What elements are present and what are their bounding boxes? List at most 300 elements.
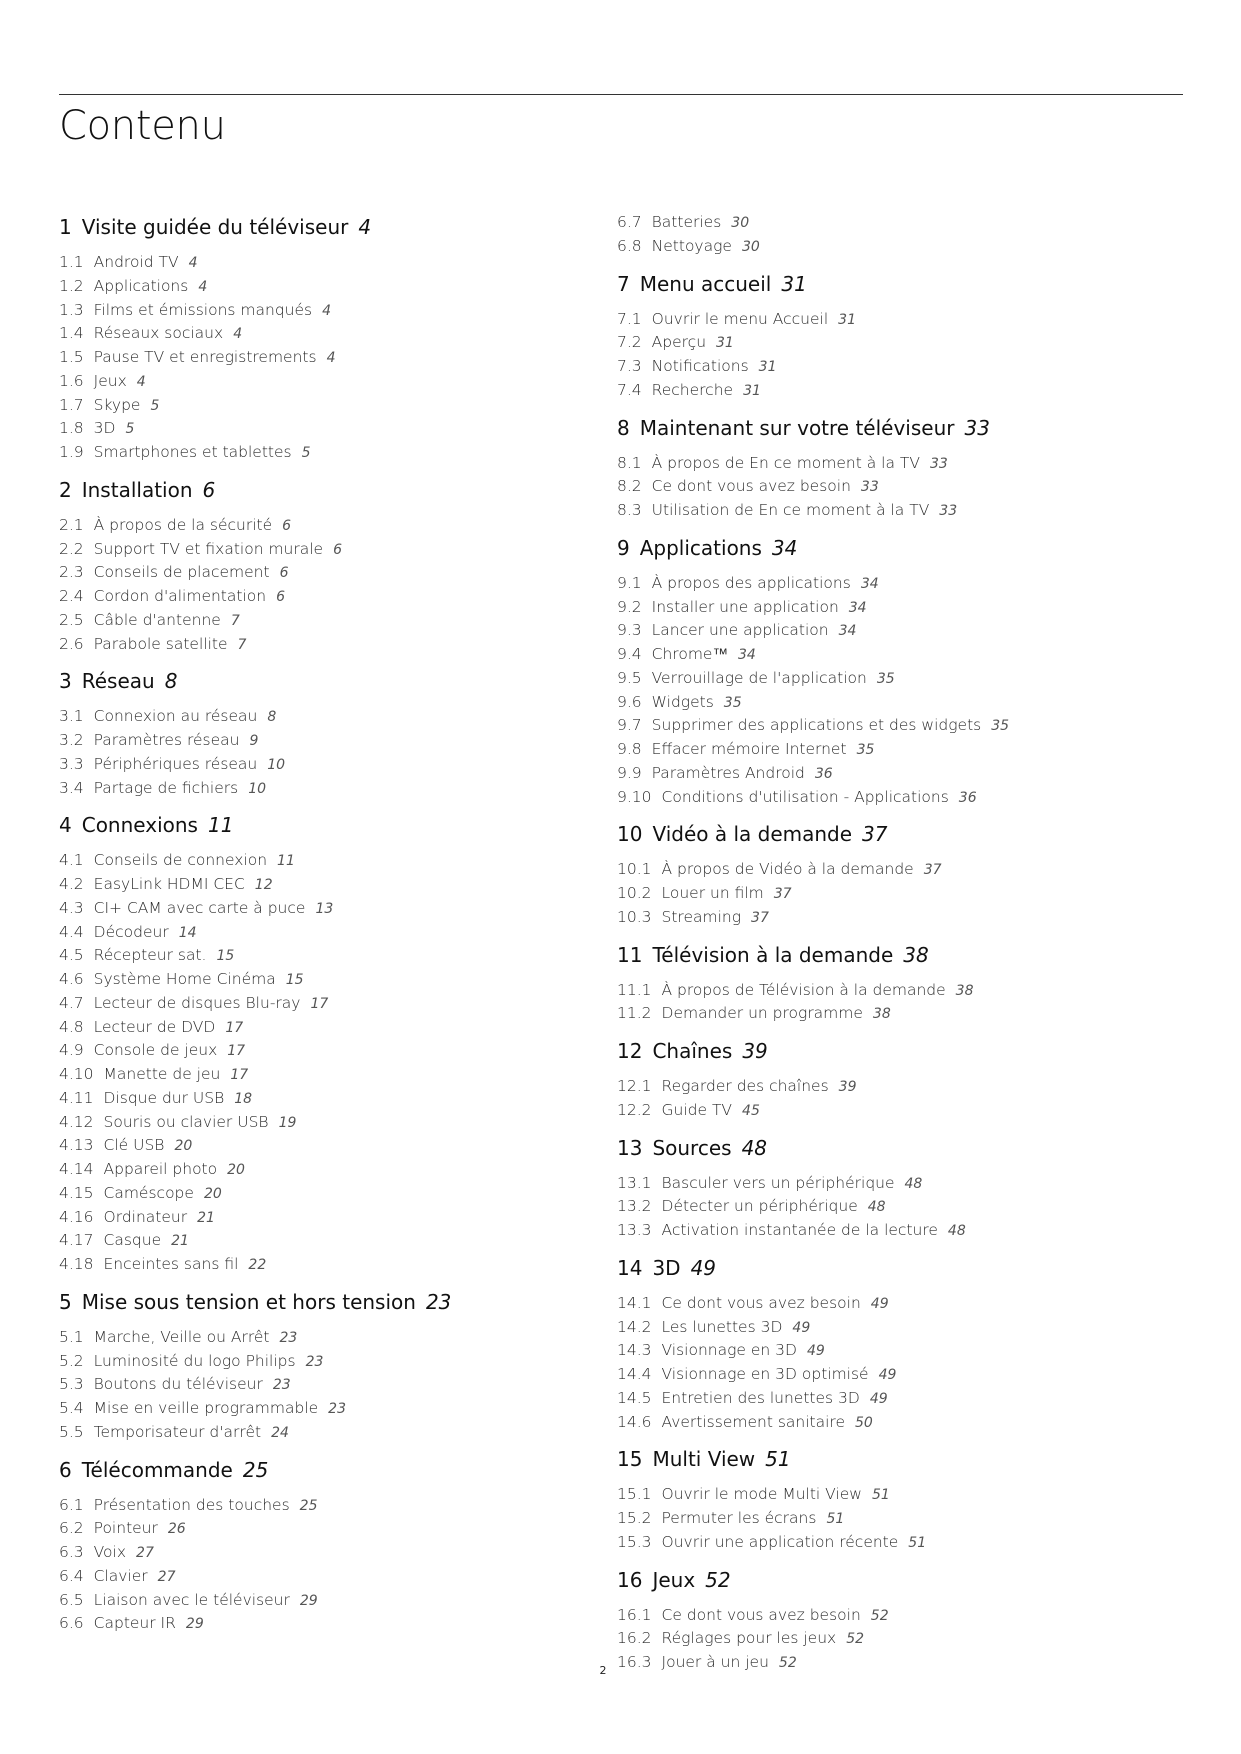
toc-entry-title: Widgets xyxy=(651,692,714,711)
toc-section-page: 39 xyxy=(742,1039,768,1063)
toc-entry[interactable] xyxy=(59,1589,619,1613)
toc-entry-number: 16.3 xyxy=(617,1653,652,1671)
toc-entry-page: 31 xyxy=(838,311,856,328)
toc-section-page: 6 xyxy=(202,477,216,502)
toc-section-heading[interactable] xyxy=(617,941,1177,970)
toc-entry[interactable] xyxy=(617,331,1177,355)
toc-entry[interactable] xyxy=(617,1604,1177,1628)
toc-entry-page: 34 xyxy=(848,599,867,616)
spacer xyxy=(617,523,1177,534)
toc-section-heading[interactable] xyxy=(59,476,619,505)
toc-entry-number: 9.7 xyxy=(617,716,642,735)
toc-entry-title: Lecteur de disques Blu-ray xyxy=(93,993,301,1012)
toc-section-heading[interactable] xyxy=(59,667,619,696)
toc-entry-number: 9.3 xyxy=(617,621,642,640)
toc-section-heading[interactable] xyxy=(617,1134,1177,1163)
toc-entry[interactable] xyxy=(617,882,1177,906)
toc-entry-page: 6 xyxy=(279,565,289,582)
toc-entry[interactable] xyxy=(617,475,1177,499)
toc-entry[interactable] xyxy=(59,1397,619,1421)
toc-entry[interactable] xyxy=(59,1182,619,1206)
toc-entry[interactable] xyxy=(617,714,1177,738)
toc-entry[interactable] xyxy=(59,585,619,609)
toc-entry-title: Clé USB xyxy=(103,1136,165,1155)
toc-entry[interactable] xyxy=(59,251,619,275)
toc-entry-page: 34 xyxy=(838,623,857,640)
toc-entry-title: Demander un programme xyxy=(661,1004,863,1023)
toc-entry-title: Utilisation de En ce moment à la TV xyxy=(651,501,930,519)
toc-entry-number: 9.5 xyxy=(617,668,642,687)
toc-entry[interactable] xyxy=(617,1627,1177,1651)
toc-entry-title: Temporisateur d'arrêt xyxy=(93,1422,262,1441)
toc-entry-number: 5.2 xyxy=(59,1351,84,1370)
toc-entry[interactable] xyxy=(59,849,619,873)
toc-section-title: Sources xyxy=(652,1135,732,1160)
toc-entry-page: 51 xyxy=(826,1511,845,1527)
toc-section-number: 8 xyxy=(617,415,630,440)
toc-entry-number: 4.10 xyxy=(59,1065,94,1083)
toc-entry[interactable] xyxy=(617,762,1177,786)
toc-entry-number: 11.1 xyxy=(617,980,652,999)
toc-entry[interactable] xyxy=(617,1531,1177,1555)
toc-entry-page: 5 xyxy=(150,397,160,414)
spacer xyxy=(617,1123,1177,1134)
toc-entry[interactable] xyxy=(617,619,1177,643)
toc-entry-page: 9 xyxy=(249,733,259,749)
toc-entry-page: 34 xyxy=(860,575,879,592)
toc-section-heading[interactable] xyxy=(617,820,1177,849)
toc-entry-number: 4.2 xyxy=(59,875,84,893)
toc-entry[interactable] xyxy=(617,1099,1177,1123)
toc-entry[interactable] xyxy=(617,979,1177,1003)
toc-section-heading[interactable] xyxy=(617,1445,1177,1474)
toc-entry[interactable] xyxy=(59,1063,619,1087)
toc-entry[interactable] xyxy=(617,596,1177,620)
toc-entry-title: Enceintes sans fil xyxy=(103,1255,239,1273)
toc-entry[interactable] xyxy=(617,1339,1177,1363)
toc-entry-page: 38 xyxy=(872,1006,891,1023)
spacer xyxy=(617,1595,1177,1604)
toc-entry[interactable] xyxy=(59,441,619,465)
toc-entry-number: 6.2 xyxy=(59,1519,84,1538)
toc-entry-title: Système Home Cinéma xyxy=(93,970,276,988)
toc-entry-page: 5 xyxy=(125,421,135,438)
toc-section-title: Menu accueil xyxy=(639,271,772,296)
toc-entry-number: 9.8 xyxy=(617,740,642,758)
toc-entry-page: 17 xyxy=(230,1067,249,1083)
toc-entry[interactable] xyxy=(59,897,619,921)
toc-entry-title: Luminosité du logo Philips xyxy=(93,1351,296,1370)
toc-section-number: 7 xyxy=(617,271,630,296)
toc-section xyxy=(617,270,1177,403)
toc-entry[interactable] xyxy=(617,1172,1177,1196)
toc-entry-title: Console de jeux xyxy=(93,1041,218,1060)
toc-entry[interactable] xyxy=(59,968,619,992)
toc-entry[interactable] xyxy=(59,609,619,633)
toc-section-page: 33 xyxy=(964,415,990,440)
toc-section xyxy=(617,1037,1177,1123)
toc-entry[interactable] xyxy=(617,1002,1177,1026)
toc-entry-page: 27 xyxy=(136,1545,154,1561)
toc-entry-number: 16.1 xyxy=(617,1605,652,1624)
toc-section-heading[interactable] xyxy=(59,213,619,242)
toc-entry-number: 7.2 xyxy=(617,333,642,352)
toc-entry[interactable] xyxy=(617,858,1177,882)
toc-entry-title: Nettoyage xyxy=(651,236,732,255)
toc-entry[interactable] xyxy=(59,417,619,441)
toc-entry-title: Réglages pour les jeux xyxy=(661,1629,837,1648)
toc-entry-number: 9.6 xyxy=(617,692,642,711)
toc-entry[interactable] xyxy=(59,275,619,299)
toc-entry[interactable] xyxy=(59,538,619,562)
toc-entry[interactable] xyxy=(59,1158,619,1182)
toc-entry-page: 51 xyxy=(908,1534,927,1551)
toc-entry[interactable] xyxy=(617,308,1177,332)
toc-entry[interactable] xyxy=(59,1016,619,1040)
toc-section-number: 15 xyxy=(617,1447,643,1472)
toc-entry[interactable] xyxy=(617,1292,1177,1316)
toc-entry-page: 18 xyxy=(234,1090,253,1107)
toc-entry-page: 37 xyxy=(751,909,769,926)
toc-section-title: Vidéo à la demande xyxy=(652,822,853,847)
toc-entry-number: 6.3 xyxy=(59,1543,84,1561)
toc-entry-title: Disque dur USB xyxy=(103,1088,225,1107)
toc-section-heading[interactable] xyxy=(617,1254,1177,1283)
toc-entry[interactable] xyxy=(617,1387,1177,1411)
toc-entry[interactable] xyxy=(59,1541,619,1565)
toc-entry-number: 2.5 xyxy=(59,610,84,629)
toc-entry-title: Ouvrir une application récente xyxy=(661,1532,899,1551)
toc-entry[interactable] xyxy=(617,379,1177,403)
toc-entry[interactable] xyxy=(59,992,619,1016)
toc-entry-page: 49 xyxy=(878,1367,897,1383)
toc-entry[interactable] xyxy=(59,1111,619,1135)
toc-entry-page: 39 xyxy=(838,1079,857,1095)
toc-section-title: 3D xyxy=(652,1255,681,1280)
toc-entry-number: 9.10 xyxy=(617,787,652,806)
toc-entry-page: 52 xyxy=(778,1655,797,1671)
toc-entry-page: 27 xyxy=(157,1568,176,1585)
toc-entry[interactable] xyxy=(59,1039,619,1063)
toc-entry[interactable] xyxy=(617,572,1177,596)
toc-entry-number: 2.2 xyxy=(59,539,84,558)
toc-entry-title: Présentation des touches xyxy=(93,1495,290,1514)
toc-entry-number: 4.14 xyxy=(59,1160,94,1178)
toc-section-page: 51 xyxy=(765,1447,791,1472)
toc-section-title: Multi View xyxy=(652,1447,756,1472)
toc-section-title: Installation xyxy=(81,477,193,502)
toc-entry-title: Appareil photo xyxy=(103,1160,218,1178)
toc-entry-title: Avertissement sanitaire xyxy=(661,1412,845,1431)
toc-entry-page: 30 xyxy=(741,238,760,255)
toc-entry-number: 4.15 xyxy=(59,1183,94,1202)
toc-entry-number: 14.4 xyxy=(617,1365,652,1383)
toc-entry[interactable] xyxy=(59,873,619,897)
toc-section-number: 3 xyxy=(59,669,72,694)
toc-entry-page: 17 xyxy=(227,1043,246,1060)
spacer xyxy=(617,1474,1177,1483)
toc-entry-number: 14.2 xyxy=(617,1317,652,1336)
toc-entry-title: Les lunettes 3D xyxy=(661,1317,783,1336)
spacer xyxy=(617,299,1177,308)
toc-entry-title: Applications xyxy=(93,276,189,295)
toc-entry-page: 4 xyxy=(322,302,332,319)
spacer xyxy=(59,656,619,667)
toc-entry[interactable] xyxy=(59,921,619,945)
toc-section-heading[interactable] xyxy=(59,811,619,840)
spacer xyxy=(617,1026,1177,1037)
toc-entry[interactable] xyxy=(59,1494,619,1518)
toc-entry[interactable] xyxy=(59,1612,619,1636)
toc-entry-title: Casque xyxy=(103,1231,162,1250)
toc-entry-number: 4.13 xyxy=(59,1136,94,1155)
toc-entry-page: 31 xyxy=(758,359,777,375)
toc-entry-title: Installer une application xyxy=(651,597,839,616)
toc-section-heading[interactable] xyxy=(617,414,1177,443)
toc-entry[interactable] xyxy=(59,1087,619,1111)
toc-entry[interactable] xyxy=(59,561,619,585)
spacer xyxy=(617,970,1177,979)
toc-section-number: 6 xyxy=(59,1457,72,1482)
toc-entry[interactable] xyxy=(59,944,619,968)
toc-entry-title: Conseils de placement xyxy=(93,563,270,582)
toc-entry-page: 49 xyxy=(792,1319,811,1336)
toc-entry[interactable] xyxy=(59,346,619,370)
toc-entry[interactable] xyxy=(617,1195,1177,1219)
toc-entry-title: Partage de fichiers xyxy=(93,778,239,797)
toc-entry-number: 4.7 xyxy=(59,993,84,1012)
toc-section-heading[interactable] xyxy=(617,1566,1177,1595)
toc-entry-page: 4 xyxy=(233,326,243,343)
toc-entry[interactable] xyxy=(617,499,1177,523)
toc-entry-page: 29 xyxy=(185,1616,204,1633)
toc-entry[interactable] xyxy=(59,322,619,346)
toc-entry-title: Effacer mémoire Internet xyxy=(651,740,847,758)
toc-section xyxy=(59,476,619,657)
toc-entry[interactable] xyxy=(617,1316,1177,1340)
toc-section xyxy=(59,811,619,1277)
toc-entry-page: 14 xyxy=(178,924,197,941)
toc-section-number: 12 xyxy=(617,1039,643,1063)
toc-entry-title: Streaming xyxy=(661,907,742,926)
toc-entry[interactable] xyxy=(59,1517,619,1541)
toc-entry[interactable] xyxy=(59,705,619,729)
toc-entry[interactable] xyxy=(617,1075,1177,1099)
toc-entry-number: 4.8 xyxy=(59,1017,84,1036)
toc-entry[interactable] xyxy=(617,235,1177,259)
toc-section-heading[interactable] xyxy=(59,1288,619,1317)
toc-entry-page: 51 xyxy=(871,1487,890,1504)
toc-section xyxy=(617,1254,1177,1435)
toc-entry-number: 4.3 xyxy=(59,898,84,917)
toc-entry-title: Mise en veille programmable xyxy=(93,1399,319,1417)
toc-entry-title: Permuter les écrans xyxy=(661,1509,817,1527)
toc-entry-number: 3.1 xyxy=(59,707,84,726)
spacer xyxy=(617,1163,1177,1172)
toc-entry-title: À propos de Télévision à la demande xyxy=(661,980,946,999)
toc-entry-page: 4 xyxy=(198,278,208,295)
toc-entry-page: 30 xyxy=(731,215,750,231)
toc-entry-page: 48 xyxy=(867,1199,886,1216)
toc-entry[interactable] xyxy=(59,370,619,394)
page-number: 2 xyxy=(599,1664,607,1677)
spacer xyxy=(59,696,619,705)
toc-entry-page: 6 xyxy=(276,589,285,605)
toc-entry[interactable] xyxy=(59,514,619,538)
toc-entry-page: 6 xyxy=(333,541,343,558)
toc-entry-title: À propos de Vidéo à la demande xyxy=(661,860,914,879)
toc-entry[interactable] xyxy=(617,691,1177,715)
toc-right-column xyxy=(617,211,1177,1675)
spacer xyxy=(59,505,619,514)
toc-entry[interactable] xyxy=(617,1363,1177,1387)
spacer xyxy=(617,1243,1177,1254)
toc-entry-number: 10.2 xyxy=(617,884,652,902)
toc-entry-title: Skype xyxy=(93,395,141,414)
toc-entry-title: Capteur IR xyxy=(93,1614,176,1633)
toc-entry-page: 17 xyxy=(310,995,329,1012)
toc-entry-page: 20 xyxy=(203,1185,222,1202)
toc-entry-number: 7.4 xyxy=(617,380,642,399)
toc-entry[interactable] xyxy=(59,1206,619,1230)
spacer xyxy=(617,1434,1177,1445)
toc-entry-title: Manette de jeu xyxy=(103,1065,221,1083)
toc-entry-page: 24 xyxy=(271,1424,289,1441)
toc-entry[interactable] xyxy=(59,753,619,777)
toc-section-heading[interactable] xyxy=(617,534,1177,563)
toc-entry-page: 25 xyxy=(299,1497,318,1514)
toc-entry-title: Visionnage en 3D optimisé xyxy=(661,1365,869,1383)
toc-entry[interactable] xyxy=(59,777,619,801)
toc-section-page: 49 xyxy=(690,1255,717,1280)
toc-entry[interactable] xyxy=(617,1483,1177,1507)
toc-entry-title: Marche, Veille ou Arrêt xyxy=(93,1327,270,1346)
toc-section-page: 8 xyxy=(164,669,178,694)
toc-entry[interactable] xyxy=(59,1326,619,1350)
toc-entry[interactable] xyxy=(59,1350,619,1374)
toc-entry-page: 33 xyxy=(939,503,958,519)
toc-entry[interactable] xyxy=(617,643,1177,667)
toc-entry-title: À propos des applications xyxy=(651,573,851,592)
toc-entry[interactable] xyxy=(59,1229,619,1253)
toc-entry[interactable] xyxy=(617,211,1177,235)
toc-entry[interactable] xyxy=(59,729,619,753)
toc-entry-number: 4.12 xyxy=(59,1112,94,1131)
toc-entry-number: 1.5 xyxy=(59,348,84,366)
toc-entry[interactable] xyxy=(617,667,1177,691)
toc-entry[interactable] xyxy=(617,452,1177,476)
toc-section-number: 14 xyxy=(617,1255,643,1280)
toc-entry-title: Supprimer des applications et des widgets xyxy=(651,716,982,735)
toc-entry-number: 9.9 xyxy=(617,763,642,782)
toc-entry-page: 48 xyxy=(904,1175,923,1192)
toc-entry-number: 15.3 xyxy=(617,1532,652,1551)
toc-section-heading[interactable] xyxy=(617,1037,1177,1066)
toc-entry-title: Ce dont vous avez besoin xyxy=(651,477,851,496)
toc-section-number: 16 xyxy=(617,1567,643,1592)
toc-entry[interactable] xyxy=(617,906,1177,930)
spacer xyxy=(617,930,1177,941)
toc-entry-page: 37 xyxy=(773,886,792,902)
toc-entry[interactable] xyxy=(617,1219,1177,1243)
toc-entry-number: 12.1 xyxy=(617,1077,652,1095)
toc-entry[interactable] xyxy=(59,299,619,323)
toc-section-page: 11 xyxy=(207,813,234,838)
toc-left-column xyxy=(59,213,619,1636)
toc-entry[interactable] xyxy=(59,394,619,418)
toc-entry[interactable] xyxy=(59,1253,619,1277)
toc-entry-number: 1.1 xyxy=(59,253,84,271)
toc-entry[interactable] xyxy=(59,633,619,657)
toc-entry-title: 3D xyxy=(93,419,116,438)
toc-entry-number: 16.2 xyxy=(617,1629,652,1648)
toc-entry[interactable] xyxy=(59,1565,619,1589)
toc-entry[interactable] xyxy=(617,1411,1177,1435)
spacer xyxy=(617,403,1177,414)
toc-section-title: Visite guidée du téléviseur xyxy=(81,215,349,239)
toc-entry-title: Cordon d'alimentation xyxy=(93,587,267,605)
toc-section-number: 11 xyxy=(617,942,643,967)
toc-entry-title: Détecter un périphérique xyxy=(661,1197,858,1216)
toc-section-number: 4 xyxy=(59,813,72,838)
toc-entry-title: Aperçu xyxy=(651,333,707,352)
toc-entry-page: 4 xyxy=(136,373,146,390)
toc-entry-number: 6.6 xyxy=(59,1614,84,1633)
toc-entry[interactable] xyxy=(59,1421,619,1445)
toc-entry-number: 1.4 xyxy=(59,324,84,343)
toc-entry-page: 15 xyxy=(285,972,304,988)
toc-entry-number: 5.5 xyxy=(59,1422,84,1441)
toc-entry-title: Recherche xyxy=(651,380,734,399)
toc-entry[interactable] xyxy=(617,1507,1177,1531)
toc-entry-page: 21 xyxy=(171,1233,189,1250)
toc-entry[interactable] xyxy=(59,1134,619,1158)
toc-entry-page: 35 xyxy=(876,670,895,687)
toc-entry-page: 20 xyxy=(174,1138,193,1155)
toc-entry[interactable] xyxy=(59,1373,619,1397)
toc-entry-title: Ouvrir le mode Multi View xyxy=(661,1485,862,1504)
toc-entry-page: 10 xyxy=(248,780,267,797)
toc-entry-number: 7.3 xyxy=(617,357,642,375)
toc-entry[interactable] xyxy=(617,738,1177,762)
toc-entry-title: EasyLink HDMI CEC xyxy=(93,875,245,893)
toc-section-title: Mise sous tension et hors tension xyxy=(81,1289,416,1314)
toc-entry-title: Connexion au réseau xyxy=(93,707,258,726)
toc-entry-number: 9.4 xyxy=(617,645,642,663)
toc-entry-title: Entretien des lunettes 3D xyxy=(661,1388,860,1407)
spacer xyxy=(59,840,619,849)
toc-entry-number: 4.18 xyxy=(59,1255,94,1273)
toc-section xyxy=(59,1288,619,1445)
toc-entry[interactable] xyxy=(617,355,1177,379)
toc-section xyxy=(617,820,1177,929)
toc-section-number: 9 xyxy=(617,535,630,560)
toc-entry-title: Lancer une application xyxy=(651,621,829,640)
toc-entry-page: 4 xyxy=(326,350,336,366)
toc-entry-page: 52 xyxy=(870,1607,889,1624)
toc-entry-title: Paramètres réseau xyxy=(93,731,240,749)
toc-entry-page: 35 xyxy=(723,694,742,711)
toc-entry-number: 2.3 xyxy=(59,563,84,582)
toc-section-heading[interactable] xyxy=(59,1456,619,1485)
toc-entry-title: CI+ CAM avec carte à puce xyxy=(93,898,306,917)
toc-entry-title: Voix xyxy=(93,1543,127,1561)
toc-section-heading[interactable] xyxy=(617,270,1177,299)
toc-entry-page: 23 xyxy=(328,1401,346,1417)
toc-entry[interactable] xyxy=(617,786,1177,810)
spacer xyxy=(59,1445,619,1456)
toc-entry-page: 38 xyxy=(955,982,974,999)
